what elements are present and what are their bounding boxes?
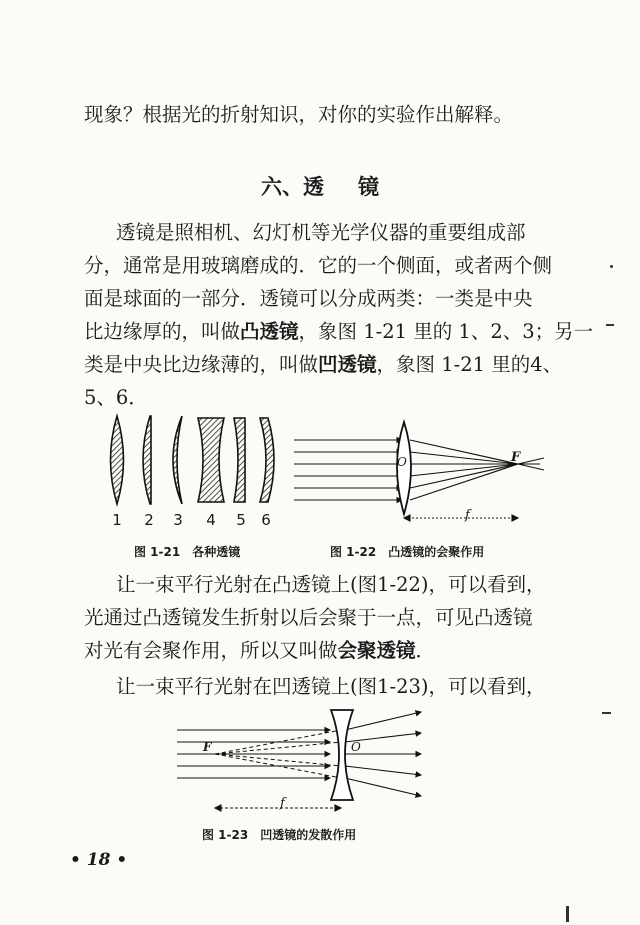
- lens-2-plano-convex: [143, 416, 151, 504]
- convex-para-line-2: 光通过凸透镜发生折射以后会聚于一点，可见凸透镜: [84, 606, 533, 629]
- lens-6-meniscus-concave: [260, 418, 274, 502]
- lens-para-line-1: 透镜是照相机、幻灯机等光学仪器的重要组成部: [116, 221, 526, 244]
- lens-para-line-2: 分，通常是用玻璃磨成的．它的一个侧面，或者两个侧: [84, 254, 553, 277]
- term-concave-lens: 凹透镜: [318, 353, 377, 376]
- margin-speck: [610, 265, 613, 268]
- lens-para-line-6: 5、6．: [84, 386, 148, 409]
- term-convex-lens: 凸透镜: [240, 320, 299, 343]
- lens-label-4: 4: [206, 511, 216, 529]
- section-number: 六、: [261, 175, 303, 199]
- lens-3-meniscus: [173, 416, 182, 504]
- fig22-center-label: O: [397, 455, 407, 469]
- lens-label-1: 1: [112, 511, 122, 529]
- convex-para-line-3: [84, 639, 564, 663]
- fig23-center-label: O: [351, 740, 361, 754]
- lens-para-line-5-b: ，象图 1-21 里的4、: [376, 353, 563, 376]
- lens-label-5: 5: [236, 511, 246, 529]
- fig23-focal-length-label: f: [280, 796, 285, 811]
- lens-para-line-4-a: 比边缘厚的，叫做: [84, 320, 241, 343]
- margin-speck: [566, 906, 569, 922]
- intro-line-1: 现象？根据光的折射知识，对你的实验作出解释。: [84, 103, 514, 126]
- convex-para-line-3-a: 对光有会聚作用，所以又叫做: [84, 639, 338, 662]
- figure-1-23-caption: 图 1-23 凹透镜的发散作用: [202, 828, 357, 842]
- margin-speck: [602, 712, 611, 714]
- figure-1-21-lenses: [100, 412, 300, 512]
- lens-para-line-5: [84, 353, 564, 377]
- lens-para-line-3: 面是球面的一部分．透镜可以分成两类：一类是中央: [84, 287, 533, 310]
- figure-1-22-caption: 图 1-22 凸透镜的会聚作用: [330, 545, 485, 559]
- convex-para-line-1: 让一束平行光射在凸透镜上(图1-22)，可以看到，: [116, 573, 546, 596]
- section-heading: [0, 171, 640, 201]
- convex-para-line-3-b: ．: [415, 639, 436, 662]
- lens-label-3: 3: [173, 511, 183, 529]
- lens-para-line-4-b: ，象图 1-21 里的 1、2、3；另一: [298, 320, 594, 343]
- fig23-focus-label: F: [203, 740, 212, 754]
- figure-1-21-caption: 图 1-21 各种透镜: [134, 545, 241, 559]
- lens-4-biconcave: [198, 418, 224, 502]
- fig22-focal-length-label: f: [465, 508, 470, 523]
- lens-label-6: 6: [261, 511, 271, 529]
- lens-label-2: 2: [144, 511, 154, 529]
- section-title-part-b: 镜: [358, 175, 379, 199]
- lens-1-biconvex: [111, 416, 124, 504]
- lens-5-plano-concave: [234, 418, 245, 502]
- margin-speck: [606, 324, 614, 326]
- lens-para-line-5-a: 类是中央比边缘薄的，叫做: [84, 353, 319, 376]
- figure-1-22-convex-diagram: [292, 418, 552, 528]
- concave-lens-shape: [331, 710, 353, 800]
- fig22-focus-label: F: [511, 450, 521, 465]
- lens-para-line-4: [84, 320, 594, 344]
- term-converging-lens: 会聚透镜: [337, 639, 416, 662]
- concave-para-line-1: 让一束平行光射在凹透镜上(图1-23)，可以看到，: [116, 675, 546, 698]
- page-number: • 18 •: [70, 850, 128, 870]
- section-title-part-a: 透: [303, 175, 324, 199]
- figure-1-23-concave-diagram: [175, 708, 425, 818]
